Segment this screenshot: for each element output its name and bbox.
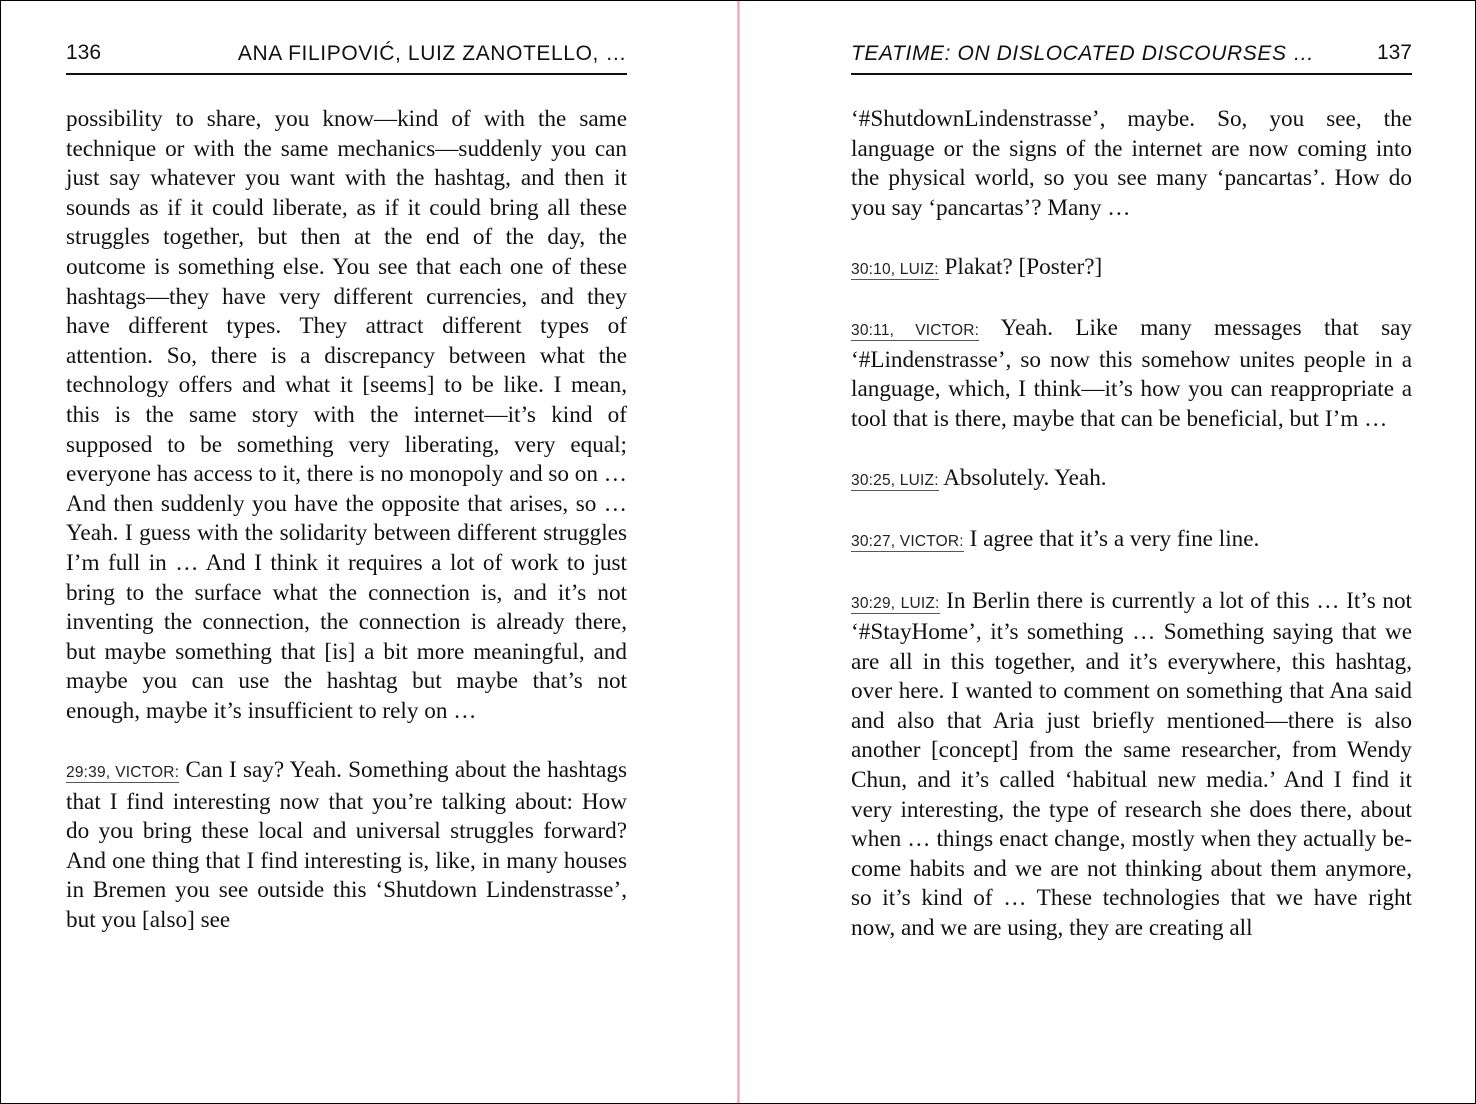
paragraph-text: Absolutely. Yeah.	[938, 465, 1107, 492]
speaker-timestamp: 30:11, VICTOR:	[851, 322, 980, 340]
page-number-right: 137	[1376, 41, 1412, 64]
paragraph-text: ‘#ShutdownLindenstrasse’, maybe. So, you see, the language or the signs of the internet are now coming into the physical world, so you see many ‘pancartas’. How do you say ‘pancartas’? Many …	[851, 106, 1412, 221]
paragraph-text: Can I say? Yeah. Something about the hashtags that I find interesting now that you’re talking about: How do you bring these local and universal struggles forward? And one thing that I find interesting is, like, in many houses in Bremen you see outside this ‘Shutdown Lindenstrasse’, but you [also] see	[66, 757, 627, 934]
paragraph	[851, 253, 1412, 285]
speaker-timestamp: 30:25, LUIZ:	[851, 472, 939, 490]
paragraph-text: I agree that it’s a very fine line.	[963, 526, 1260, 553]
paragraph-text: Yeah. Like many messages that say ‘#Lindenstrasse’, so now this somehow unites people in a language, which, I think—it’s how you can reappropriate a tool that is there, maybe that can be beneficial, but I’m …	[851, 315, 1412, 432]
paragraph-text: possibility to share, you know—kind of with the same technique or with the same mechanics—suddenly you can just say whatever you want with the hashtag, and then it sounds as if it could liberate, as if it could bring all these struggles together, but then at the end of the day, the outcome is something else. You see that each one of these hashtags—they have very different currencies, and they have different types. They attract different types of attention. So, there is a discrepancy between what the technology offers and what it [seems] to be like. I mean, this is the same story with the internet—it’s kind of supposed to be something very liberating, very equal; everyone has access to it, there is no monopoly and so on … And then suddenly you have the opposite that arises, so … Yeah. I guess with the solidarity between different struggles I’m full in … And I think it requires a lot of work to just bring to the surface what the connection is, and it’s not inventing the connection, the connection is already there, but maybe something that [is] a bit more meaningful, and maybe you can use the hashtag but maybe that’s not enough, maybe it’s insufficient to rely on …	[66, 106, 627, 724]
paragraph	[851, 105, 1412, 223]
paragraph	[851, 587, 1412, 944]
body-text-left	[66, 105, 627, 936]
running-title-right: TEATIME: ON DISLOCATED DISCOURSES …	[851, 42, 1315, 65]
page-number-left: 136	[66, 41, 102, 64]
paragraph	[851, 525, 1412, 557]
running-title-left: ANA FILIPOVIĆ, LUIZ ZANOTELLO, …	[237, 42, 627, 65]
running-head-right	[851, 39, 1412, 75]
book-gutter	[737, 1, 740, 1103]
paragraph	[851, 464, 1412, 496]
speaker-timestamp: 30:27, VICTOR:	[851, 533, 964, 551]
running-head-left	[66, 39, 627, 75]
paragraph-text: In Berlin there is currently a lot of this … It’s not ‘#StayHome’, it’s something … Something saying that we are all in this together, and it’s everywhere, this hashtag, over here. I wanted to comment on something that Ana said and also that Aria just briefly mentioned—there is also another [concept] from the same researcher, from Wendy Chun, and it’s called ‘habitual new media.’ And I find it very interesting, the type of research she does there, about when … things enact change, mostly when they actually become habits and we are not thinking about them anymore, so it’s kind of … These technologies that we have right now, and we are using, they are creating all	[851, 587, 1412, 942]
paragraph	[851, 314, 1412, 434]
speaker-timestamp: 30:29, LUIZ:	[851, 594, 940, 612]
paragraph	[66, 105, 627, 726]
paragraph	[66, 756, 627, 936]
speaker-timestamp: 30:10, LUIZ:	[851, 260, 939, 278]
body-text-right	[851, 105, 1412, 944]
speaker-timestamp: 29:39, VICTOR:	[66, 764, 180, 782]
paragraph-text: Plakat? [Poster?]	[938, 253, 1103, 280]
